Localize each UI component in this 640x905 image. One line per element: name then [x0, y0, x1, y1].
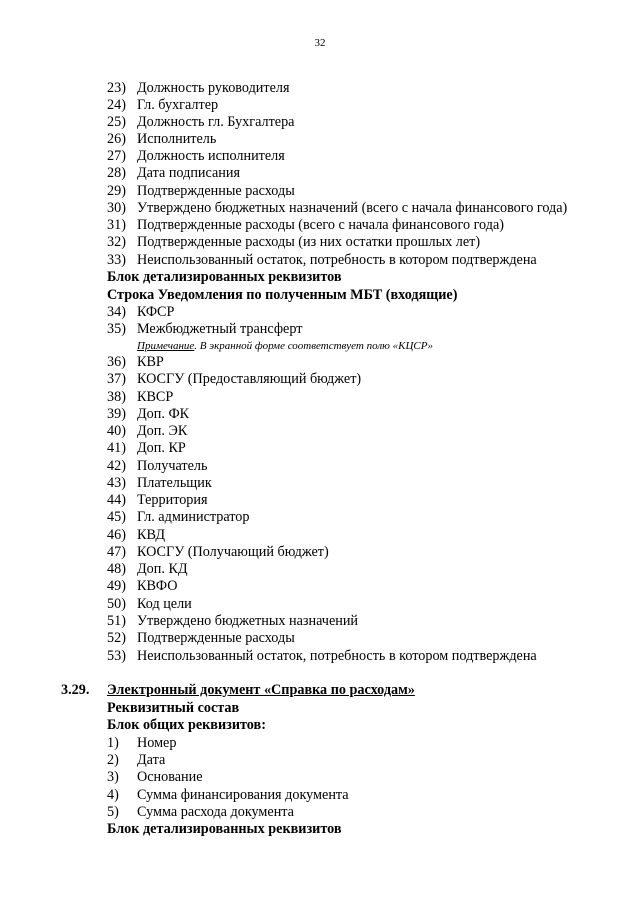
item-text: Гл. администратор: [137, 509, 250, 525]
item-text: Код цели: [137, 596, 192, 612]
item-text: Должность руководителя: [137, 80, 290, 96]
item-number: 4): [107, 787, 119, 803]
item-number: 44): [107, 492, 126, 508]
item-number: 45): [107, 509, 126, 525]
item-text: Доп. КД: [137, 561, 188, 577]
item-number: 29): [107, 183, 126, 199]
item-number: 26): [107, 131, 126, 147]
item-text: КОСГУ (Предоставляющий бюджет): [137, 371, 362, 387]
item-number: 47): [107, 544, 126, 560]
item-number: 42): [107, 458, 126, 474]
item-number: 24): [107, 97, 126, 113]
block-heading: Реквизитный состав: [107, 700, 240, 716]
item-number: 41): [107, 440, 126, 456]
item-number: 23): [107, 80, 126, 96]
note: [137, 339, 433, 353]
item-number: 43): [107, 475, 126, 491]
item-text: Территория: [137, 492, 208, 508]
item-text: Доп. ФК: [137, 406, 190, 422]
item-text: КФСР: [137, 304, 175, 320]
item-number: 36): [107, 354, 126, 370]
item-number: 50): [107, 596, 126, 612]
note-label: Примечание: [137, 340, 195, 352]
item-text: Подтвержденные расходы (из них остатки прошлых лет): [137, 234, 481, 250]
item-number: 3): [107, 769, 119, 785]
item-text: Должность гл. Бухгалтера: [137, 114, 295, 130]
block-heading: Блок детализированных реквизитов: [107, 821, 342, 837]
item-text: Должность исполнителя: [137, 148, 285, 164]
item-text: КВСР: [137, 389, 174, 405]
item-text: Межбюджетный трансферт: [137, 321, 303, 337]
item-number: 33): [107, 252, 126, 268]
item-number: 39): [107, 406, 126, 422]
item-number: 48): [107, 561, 126, 577]
item-text: Сумма расхода документа: [137, 804, 294, 820]
item-text: Доп. КР: [137, 440, 186, 456]
item-text: Утверждено бюджетных назначений: [137, 613, 359, 629]
item-text: Подтвержденные расходы: [137, 183, 295, 199]
item-number: 35): [107, 321, 126, 337]
item-text: Дата подписания: [137, 165, 240, 181]
item-text: КВД: [137, 527, 166, 543]
item-text: Подтвержденные расходы (всего с начала финансового года): [137, 217, 504, 233]
item-number: 51): [107, 613, 126, 629]
item-number: 37): [107, 371, 126, 387]
item-text: КВФО: [137, 578, 178, 594]
block-heading: Строка Уведомления по полученным МБТ (входящие): [107, 287, 458, 303]
item-number: 38): [107, 389, 126, 405]
block-heading: Блок детализированных реквизитов: [107, 269, 342, 285]
item-number: 53): [107, 648, 126, 664]
item-text: Утверждено бюджетных назначений (всего с начала финансового года): [137, 200, 568, 216]
item-text: КОСГУ (Получающий бюджет): [137, 544, 329, 560]
item-text: Гл. бухгалтер: [137, 97, 219, 113]
item-text: Получатель: [137, 458, 208, 474]
item-text: Исполнитель: [137, 131, 217, 147]
item-number: 27): [107, 148, 126, 164]
item-text: Подтвержденные расходы: [137, 630, 295, 646]
item-number: 31): [107, 217, 126, 233]
note-text: . В экранной форме соответствует полю «КЦСР»: [194, 340, 433, 352]
item-text: Неиспользованный остаток, потребность в котором подтверждена: [137, 648, 537, 664]
item-number: 5): [107, 804, 119, 820]
item-text: Доп. ЭК: [137, 423, 188, 439]
page-number: 32: [314, 37, 326, 49]
block-heading: Блок общих реквизитов:: [107, 717, 266, 733]
item-number: 1): [107, 735, 119, 751]
item-text: Плательщик: [137, 475, 212, 491]
item-number: 25): [107, 114, 126, 130]
item-text: Основание: [137, 769, 203, 785]
item-number: 49): [107, 578, 126, 594]
item-text: Дата: [137, 752, 166, 768]
item-number: 2): [107, 752, 119, 768]
item-number: 34): [107, 304, 126, 320]
item-text: Неиспользованный остаток, потребность в котором подтверждена: [137, 252, 537, 268]
item-number: 32): [107, 234, 126, 250]
item-text: КВР: [137, 354, 164, 370]
section-title: Электронный документ «Справка по расходам»: [107, 682, 415, 698]
item-number: 40): [107, 423, 126, 439]
item-text: Сумма финансирования документа: [137, 787, 349, 803]
item-number: 46): [107, 527, 126, 543]
item-text: Номер: [137, 735, 177, 751]
section-number: 3.29.: [61, 682, 90, 698]
item-number: 28): [107, 165, 126, 181]
item-number: 52): [107, 630, 126, 646]
item-number: 30): [107, 200, 126, 216]
